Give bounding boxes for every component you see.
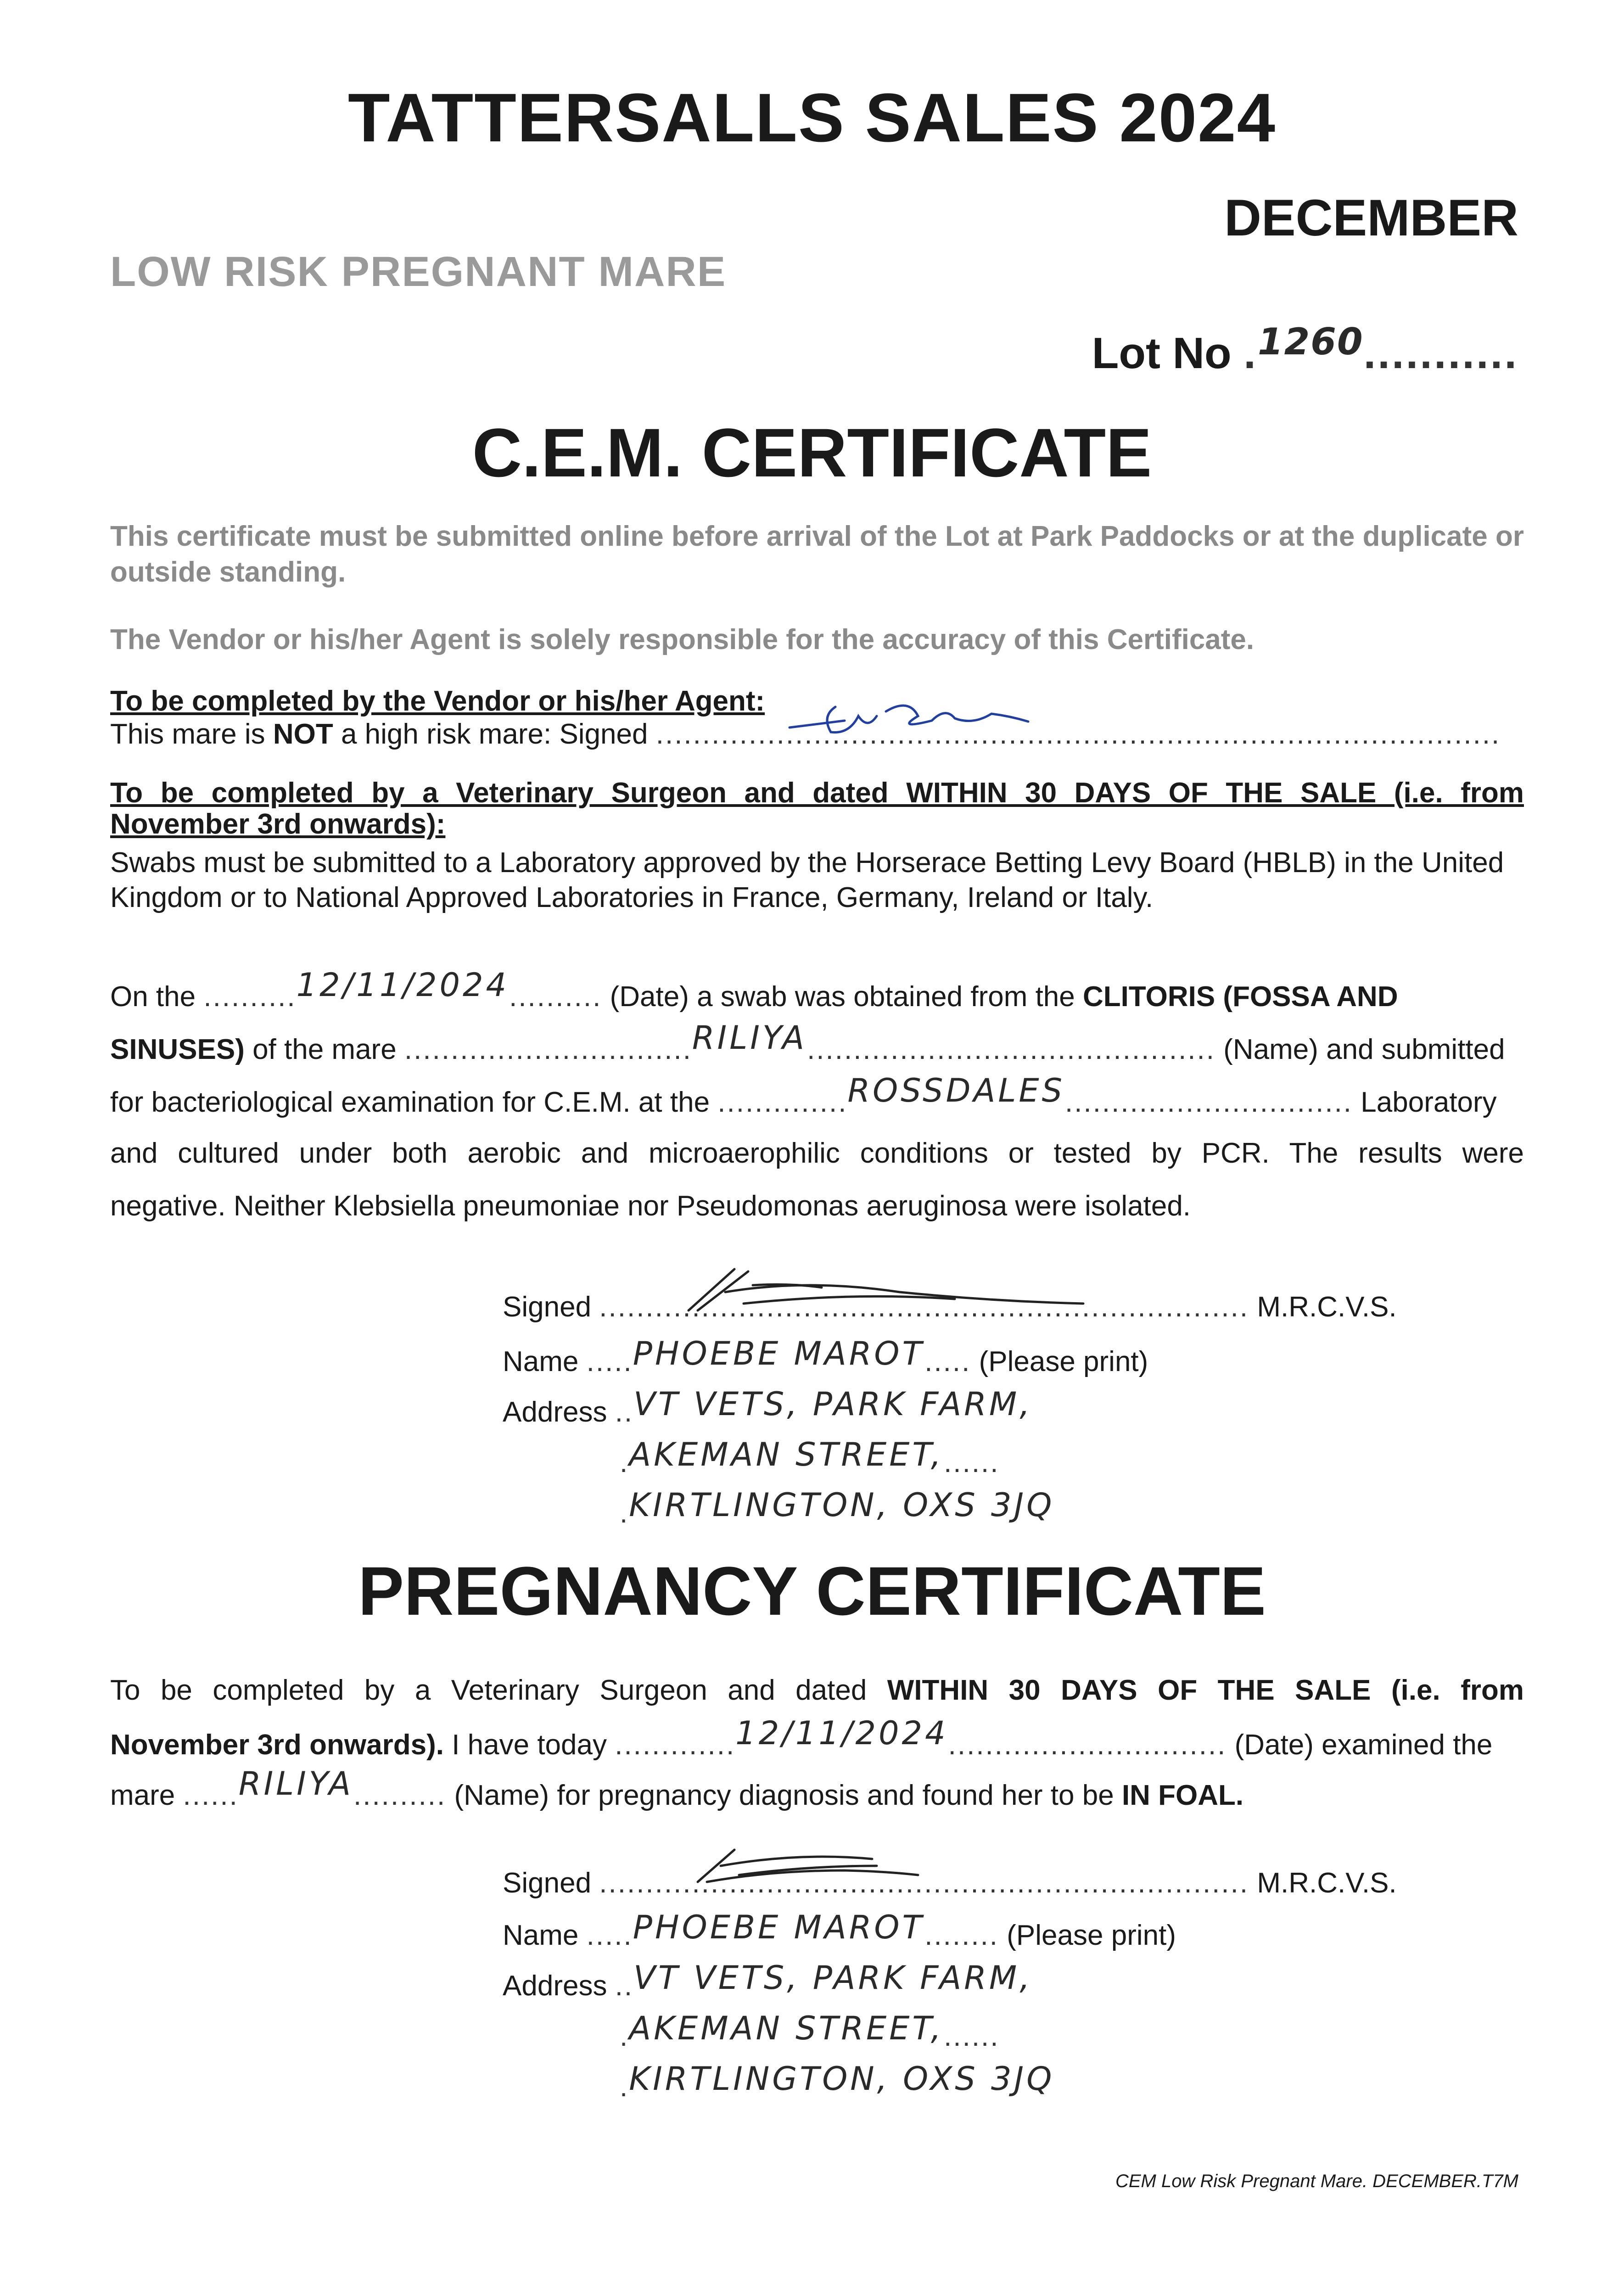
pregnancy-mare-name-value: RILIYA [238,1765,353,1802]
vendor-heading: To be completed by the Vendor or his/her Agent: [110,685,765,717]
pregnancy-address-line-3: .KIRTLINGTON, OXS 3JQ [620,2060,1055,2103]
responsibility-notice: The Vendor or his/her Agent is solely responsible for the accuracy of this Certificate. [110,624,1254,655]
pregnancy-date-value: 12/11/2024 [735,1714,948,1752]
cem-address-line-3: .KIRTLINGTON, OXS 3JQ [620,1486,1055,1529]
lot-label: Lot No [1092,329,1232,378]
pregnancy-mare-line: mare ......RILIYA.......... (Name) for pregnancy diagnosis and found her to be IN FOAL. [110,1765,1244,1811]
cem-signed-line: Signed ...................................................................... M.R.C.V.S. [503,1291,1397,1323]
culture-text: and cultured under both aerobic and microaerophilic conditions or tested by PCR. The results were [110,1137,1524,1169]
pregnancy-address-line-2: .AKEMAN STREET,...... [620,2010,1000,2052]
pregnancy-vet-name-value: PHOEBE MAROT [633,1909,925,1946]
laboratory-value: ROSSDALES [847,1072,1065,1109]
swab-date-line: On the ..........12/11/2024.......... (Date) a swab was obtained from the CLITORIS (FOSSA AND [110,966,1398,1013]
sale-month: DECEMBER [1224,189,1518,246]
laboratory-line: for bacteriological examination for C.E.M. at the ..............ROSSDALES............................... Laboratory [110,1072,1497,1118]
pregnancy-address-line-1: Address ..VT VETS, PARK FARM, [503,1959,1033,2002]
swabs-instructions: Swabs must be submitted to a Laboratory approved by the Horserace Betting Levy Board (HBLB) in the United Kingdom or to National Approved Laboratories in France, Germany, Ireland or Italy. [110,847,1504,913]
vendor-signature [780,688,1037,748]
negative-results-text: negative. Neither Klebsiella pneumoniae nor Pseudomonas aeruginosa were isolated. [110,1190,1191,1222]
pregnancy-date-line: November 3rd onwards). I have today .............12/11/2024.............................. (Date) examined the [110,1714,1493,1761]
sales-title: TATTERSALLS SALES 2024 [347,79,1277,156]
cem-address-line-2: .AKEMAN STREET,...... [620,1436,1000,1478]
lot-number-value: 1260 [1257,320,1364,363]
swab-date-value: 12/11/2024 [296,966,510,1004]
cem-address-line-1: Address ..VT VETS, PARK FARM, [503,1385,1033,1428]
form-reference: CEM Low Risk Pregnant Mare. DECEMBER.T7M [1115,2171,1518,2191]
cem-vet-name-value: PHOEBE MAROT [633,1335,925,1372]
cem-certificate-title: C.E.M. CERTIFICATE [472,414,1152,491]
cem-mare-name-value: RILIYA [692,1019,807,1057]
cem-vet-signature [670,1260,1092,1324]
pregnancy-vet-signature [679,1838,927,1893]
lot-number-field: Lot No .$^{1260}$........... [1092,320,1518,378]
cem-vet-name-line: Name .....PHOEBE MAROT..... (Please print) [503,1335,1148,1377]
pregnancy-vet-name-line: Name .....PHOEBE MAROT........ (Please print) [503,1909,1176,1951]
mare-category: LOW RISK PREGNANT MARE [110,248,727,295]
pregnancy-intro-line: To be completed by a Veterinary Surgeon and dated WITHIN 30 DAYS OF THE SALE (i.e. from [110,1674,1524,1706]
pregnancy-certificate-title: PREGNANCY CERTIFICATE [358,1552,1266,1629]
submission-notice: This certificate must be submitted online before arrival of the Lot at Park Paddocks or at the duplicate or outside standing. [110,521,1524,588]
vendor-declaration: This mare is NOT a high risk mare: Signed ........................................................................................... [110,718,1501,750]
vet-heading: To be completed by a Veterinary Surgeon and dated WITHIN 30 DAYS OF THE SALE (i.e. from November 3rd onwards): [110,777,1524,840]
pregnancy-signed-line: Signed ...................................................................... M.R.C.V.S. [503,1867,1397,1899]
mare-name-line: SINUSES) of the mare ...............................RILIYA............................................ (Name) and submitted [110,1019,1505,1065]
